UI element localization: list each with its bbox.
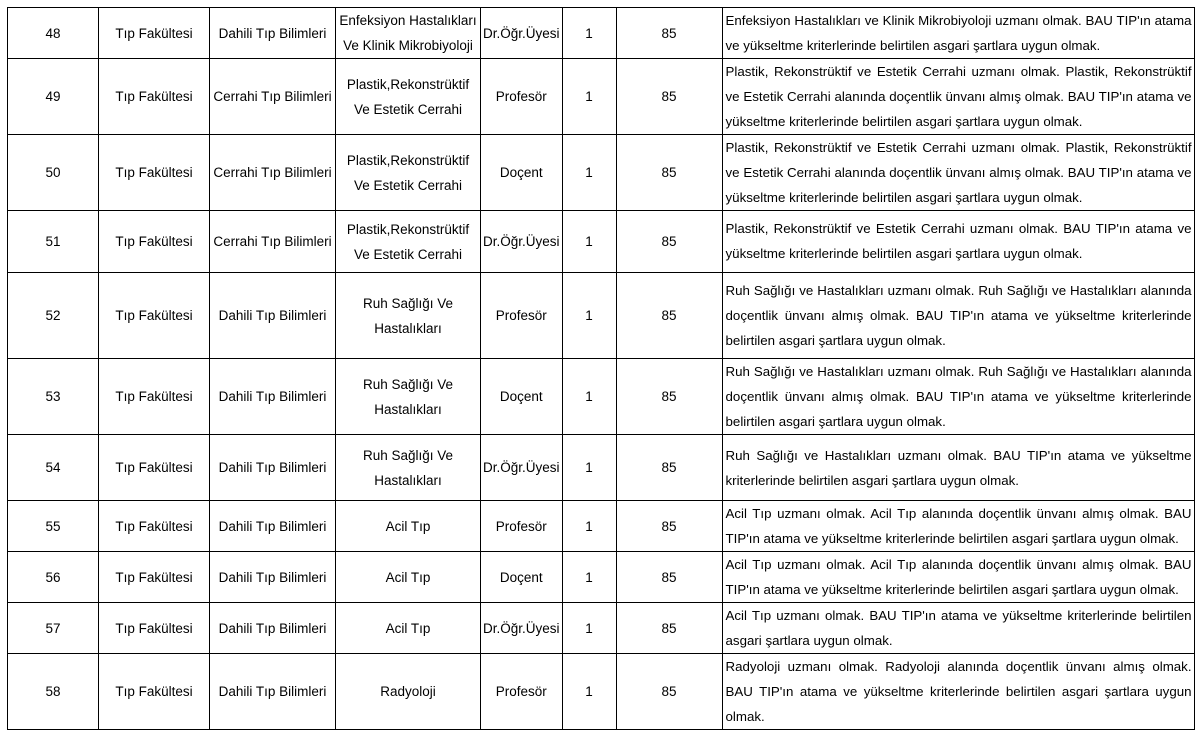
requirement-cell: Plastik, Rekonstrüktif ve Estetik Cerrahi uzmanı olmak. Plastik, Rekonstrüktif ve Estetik Cerrahi alanında doçentlik ünvanı almış olmak. BAU TIP'ın atama ve yükseltme kriterlerinde belirtilen asgari şartlara uygun olmak. — [722, 59, 1194, 135]
faculty-cell: Tıp Fakültesi — [99, 8, 210, 59]
faculty-cell: Tıp Fakültesi — [99, 59, 210, 135]
table-row — [8, 359, 1195, 435]
division-cell: Dahili Tıp Bilimleri — [210, 603, 336, 654]
table-row — [8, 603, 1195, 654]
department-cell: Enfeksiyon Hastalıkları Ve Klinik Mikrobiyoloji — [336, 8, 481, 59]
title-cell: Dr.Öğr.Üyesi — [481, 211, 563, 273]
count-cell: 1 — [562, 654, 616, 730]
faculty-cell: Tıp Fakültesi — [99, 654, 210, 730]
faculty-cell: Tıp Fakültesi — [99, 135, 210, 211]
department-cell: Ruh Sağlığı Ve Hastalıkları — [336, 359, 481, 435]
count-cell: 1 — [562, 435, 616, 501]
count-cell: 1 — [562, 135, 616, 211]
requirement-cell: Plastik, Rekonstrüktif ve Estetik Cerrahi uzmanı olmak. Plastik, Rekonstrüktif ve Estetik Cerrahi alanında doçentlik ünvanı almış olmak. BAU TIP'ın atama ve yükseltme kriterlerinde belirtilen asgari şartlara uygun olmak. — [722, 135, 1194, 211]
table-row — [8, 59, 1195, 135]
title-cell: Profesör — [481, 654, 563, 730]
score-cell: 85 — [616, 59, 722, 135]
title-cell: Profesör — [481, 501, 563, 552]
requirement-cell: Acil Tıp uzmanı olmak. BAU TIP'ın atama ve yükseltme kriterlerinde belirtilen asgari şartlara uygun olmak. — [722, 603, 1194, 654]
requirement-cell: Acil Tıp uzmanı olmak. Acil Tıp alanında doçentlik ünvanı almış olmak. BAU TIP'ın atama ve yükseltme kriterlerinde belirtilen asgari şartlara uygun olmak. — [722, 501, 1194, 552]
count-cell: 1 — [562, 359, 616, 435]
division-cell: Cerrahi Tıp Bilimleri — [210, 211, 336, 273]
department-cell: Radyoloji — [336, 654, 481, 730]
row-number: 50 — [8, 135, 99, 211]
faculty-cell: Tıp Fakültesi — [99, 501, 210, 552]
table-row — [8, 552, 1195, 603]
department-cell: Acil Tıp — [336, 603, 481, 654]
table-row — [8, 435, 1195, 501]
count-cell: 1 — [562, 603, 616, 654]
requirement-cell: Acil Tıp uzmanı olmak. Acil Tıp alanında doçentlik ünvanı almış olmak. BAU TIP'ın atama ve yükseltme kriterlerinde belirtilen asgari şartlara uygun olmak. — [722, 552, 1194, 603]
division-cell: Cerrahi Tıp Bilimleri — [210, 135, 336, 211]
score-cell: 85 — [616, 501, 722, 552]
division-cell: Cerrahi Tıp Bilimleri — [210, 59, 336, 135]
score-cell: 85 — [616, 273, 722, 359]
table-row — [8, 8, 1195, 59]
title-cell: Dr.Öğr.Üyesi — [481, 435, 563, 501]
score-cell: 85 — [616, 435, 722, 501]
row-number: 58 — [8, 654, 99, 730]
department-cell: Acil Tıp — [336, 552, 481, 603]
positions-table-wrapper — [7, 7, 1195, 730]
table-row — [8, 211, 1195, 273]
requirement-cell: Ruh Sağlığı ve Hastalıkları uzmanı olmak. Ruh Sağlığı ve Hastalıkları alanında doçentlik ünvanı almış olmak. BAU TIP'ın atama ve yükseltme kriterlerinde belirtilen asgari şartlara uygun olmak. — [722, 273, 1194, 359]
count-cell: 1 — [562, 59, 616, 135]
score-cell: 85 — [616, 211, 722, 273]
count-cell: 1 — [562, 552, 616, 603]
requirement-cell: Enfeksiyon Hastalıkları ve Klinik Mikrobiyoloji uzmanı olmak. BAU TIP'ın atama ve yükseltme kriterlerinde belirtilen asgari şartlara uygun olmak. — [722, 8, 1194, 59]
department-cell: Plastik,Rekonstrüktif Ve Estetik Cerrahi — [336, 211, 481, 273]
division-cell: Dahili Tıp Bilimleri — [210, 435, 336, 501]
title-cell: Doçent — [481, 135, 563, 211]
title-cell: Dr.Öğr.Üyesi — [481, 8, 563, 59]
division-cell: Dahili Tıp Bilimleri — [210, 654, 336, 730]
faculty-cell: Tıp Fakültesi — [99, 435, 210, 501]
division-cell: Dahili Tıp Bilimleri — [210, 273, 336, 359]
title-cell: Doçent — [481, 359, 563, 435]
row-number: 48 — [8, 8, 99, 59]
faculty-cell: Tıp Fakültesi — [99, 552, 210, 603]
requirement-cell: Ruh Sağlığı ve Hastalıkları uzmanı olmak. Ruh Sağlığı ve Hastalıkları alanında doçentlik ünvanı almış olmak. BAU TIP'ın atama ve yükseltme kriterlerinde belirtilen asgari şartlara uygun olmak. — [722, 359, 1194, 435]
table-row — [8, 135, 1195, 211]
department-cell: Acil Tıp — [336, 501, 481, 552]
score-cell: 85 — [616, 654, 722, 730]
division-cell: Dahili Tıp Bilimleri — [210, 359, 336, 435]
positions-table — [7, 7, 1195, 730]
count-cell: 1 — [562, 273, 616, 359]
score-cell: 85 — [616, 603, 722, 654]
title-cell: Dr.Öğr.Üyesi — [481, 603, 563, 654]
row-number: 54 — [8, 435, 99, 501]
count-cell: 1 — [562, 8, 616, 59]
department-cell: Ruh Sağlığı Ve Hastalıkları — [336, 273, 481, 359]
division-cell: Dahili Tıp Bilimleri — [210, 8, 336, 59]
faculty-cell: Tıp Fakültesi — [99, 273, 210, 359]
row-number: 53 — [8, 359, 99, 435]
requirement-cell: Ruh Sağlığı ve Hastalıkları uzmanı olmak. BAU TIP'ın atama ve yükseltme kriterlerinde belirtilen asgari şartlara uygun olmak. — [722, 435, 1194, 501]
title-cell: Profesör — [481, 273, 563, 359]
row-number: 51 — [8, 211, 99, 273]
department-cell: Ruh Sağlığı Ve Hastalıkları — [336, 435, 481, 501]
division-cell: Dahili Tıp Bilimleri — [210, 552, 336, 603]
requirement-cell: Plastik, Rekonstrüktif ve Estetik Cerrahi uzmanı olmak. BAU TIP'ın atama ve yükseltme kriterlerinde belirtilen asgari şartlara uygun olmak. — [722, 211, 1194, 273]
count-cell: 1 — [562, 211, 616, 273]
department-cell: Plastik,Rekonstrüktif Ve Estetik Cerrahi — [336, 135, 481, 211]
score-cell: 85 — [616, 552, 722, 603]
row-number: 52 — [8, 273, 99, 359]
faculty-cell: Tıp Fakültesi — [99, 603, 210, 654]
department-cell: Plastik,Rekonstrüktif Ve Estetik Cerrahi — [336, 59, 481, 135]
faculty-cell: Tıp Fakültesi — [99, 359, 210, 435]
row-number: 57 — [8, 603, 99, 654]
faculty-cell: Tıp Fakültesi — [99, 211, 210, 273]
division-cell: Dahili Tıp Bilimleri — [210, 501, 336, 552]
score-cell: 85 — [616, 135, 722, 211]
row-number: 55 — [8, 501, 99, 552]
title-cell: Doçent — [481, 552, 563, 603]
score-cell: 85 — [616, 359, 722, 435]
title-cell: Profesör — [481, 59, 563, 135]
requirement-cell: Radyoloji uzmanı olmak. Radyoloji alanında doçentlik ünvanı almış olmak. BAU TIP'ın atama ve yükseltme kriterlerinde belirtilen asgari şartlara uygun olmak. — [722, 654, 1194, 730]
table-row — [8, 654, 1195, 730]
table-row — [8, 273, 1195, 359]
row-number: 49 — [8, 59, 99, 135]
count-cell: 1 — [562, 501, 616, 552]
table-row — [8, 501, 1195, 552]
row-number: 56 — [8, 552, 99, 603]
score-cell: 85 — [616, 8, 722, 59]
